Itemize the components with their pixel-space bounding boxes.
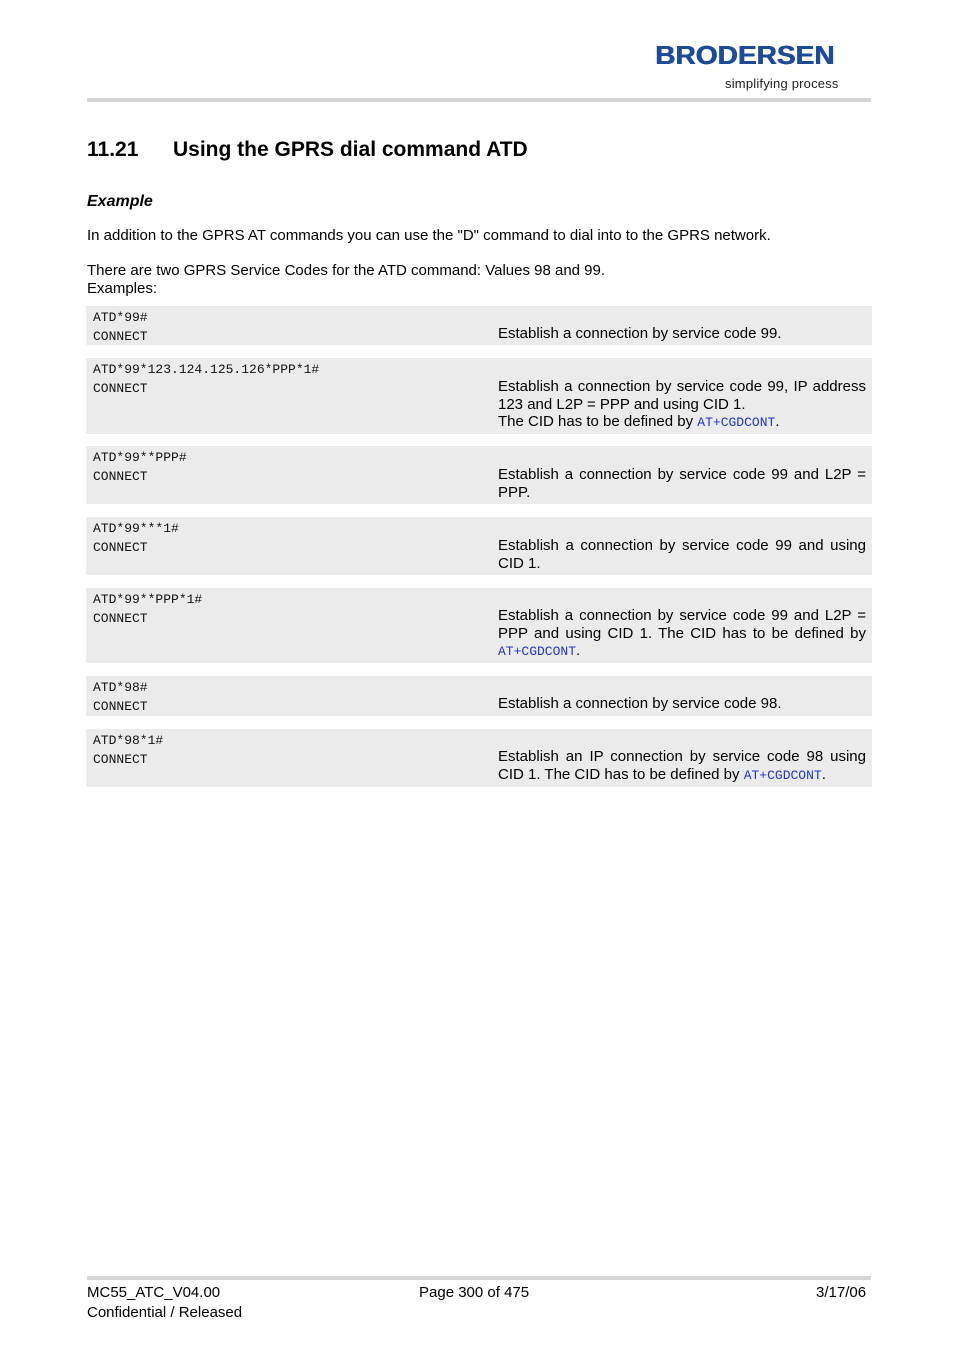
cgdcont-link[interactable]: AT+CGDCONT: [743, 767, 822, 783]
logo-wordmark: BRODERSEN: [655, 40, 835, 70]
example-description: Establish a connection by service code 99, IP address 123 and L2P = PPP and using CID 1. The CID has to be defined by AT+CGDCONT.: [498, 378, 866, 430]
footer-left: [87, 1283, 242, 1323]
page-number: Page 300 of 475: [419, 1284, 530, 1301]
section-number: 11.21: [87, 138, 139, 161]
command-text: ATD*99#: [93, 310, 148, 325]
command-text: ATD*99***1#: [93, 521, 179, 536]
cgdcont-link[interactable]: AT+CGDCONT: [697, 415, 776, 430]
example-description: Establish a connection by service code 99 and L2P = PPP.: [498, 466, 866, 501]
document-status: Confidential / Released: [87, 1304, 243, 1321]
response-text: CONNECT: [93, 469, 148, 484]
example-description: Establish a connection by service code 98.: [498, 695, 782, 712]
intro-paragraph: In addition to the GPRS AT commands you can use the "D" command to dial into to the GPRS network.: [87, 227, 771, 244]
example-row: [86, 588, 872, 663]
cgdcont-link[interactable]: AT+CGDCONT: [498, 644, 577, 659]
example-row: [86, 306, 872, 345]
example-description: Establish an IP connection by service code 98 using CID 1. The CID has to be defined by AT+CGDCONT.: [498, 748, 866, 783]
response-text: CONNECT: [93, 381, 148, 396]
header-divider: [87, 98, 871, 102]
brodersen-logo: [655, 40, 867, 91]
response-text: CONNECT: [93, 540, 148, 555]
response-text: CONNECT: [93, 329, 148, 344]
example-description: Establish a connection by service code 99.: [498, 325, 782, 342]
command-text: ATD*98*1#: [93, 733, 164, 748]
example-row: [86, 517, 872, 575]
footer-divider: [87, 1276, 871, 1280]
example-row: [86, 676, 872, 716]
section-title: Using the GPRS dial command ATD: [173, 138, 528, 161]
example-row: [86, 446, 872, 504]
document-id: MC55_ATC_V04.00: [87, 1284, 221, 1301]
response-text: CONNECT: [93, 611, 148, 626]
command-text: ATD*98#: [93, 680, 148, 695]
example-subheading: Example: [87, 193, 153, 210]
command-text: ATD*99*123.124.125.126*PPP*1#: [93, 362, 320, 377]
command-text: ATD*99**PPP#: [93, 450, 187, 465]
command-text: ATD*99**PPP*1#: [93, 592, 203, 607]
examples-label: Examples:: [87, 280, 158, 297]
example-description: Establish a connection by service code 99 and using CID 1.: [498, 537, 866, 572]
example-row: [86, 729, 872, 787]
document-date: 3/17/06: [816, 1284, 867, 1301]
response-text: CONNECT: [93, 752, 148, 767]
example-row: [86, 358, 872, 434]
service-codes-paragraph: There are two GPRS Service Codes for the ATD command: Values 98 and 99.: [87, 262, 606, 279]
section-heading: [87, 138, 528, 162]
logo-tagline: simplifying process: [725, 76, 839, 91]
example-description: Establish a connection by service code 99 and L2P = PPP and using CID 1. The CID has to be defined by AT+CGDCONT.: [498, 607, 866, 659]
response-text: CONNECT: [93, 699, 148, 714]
